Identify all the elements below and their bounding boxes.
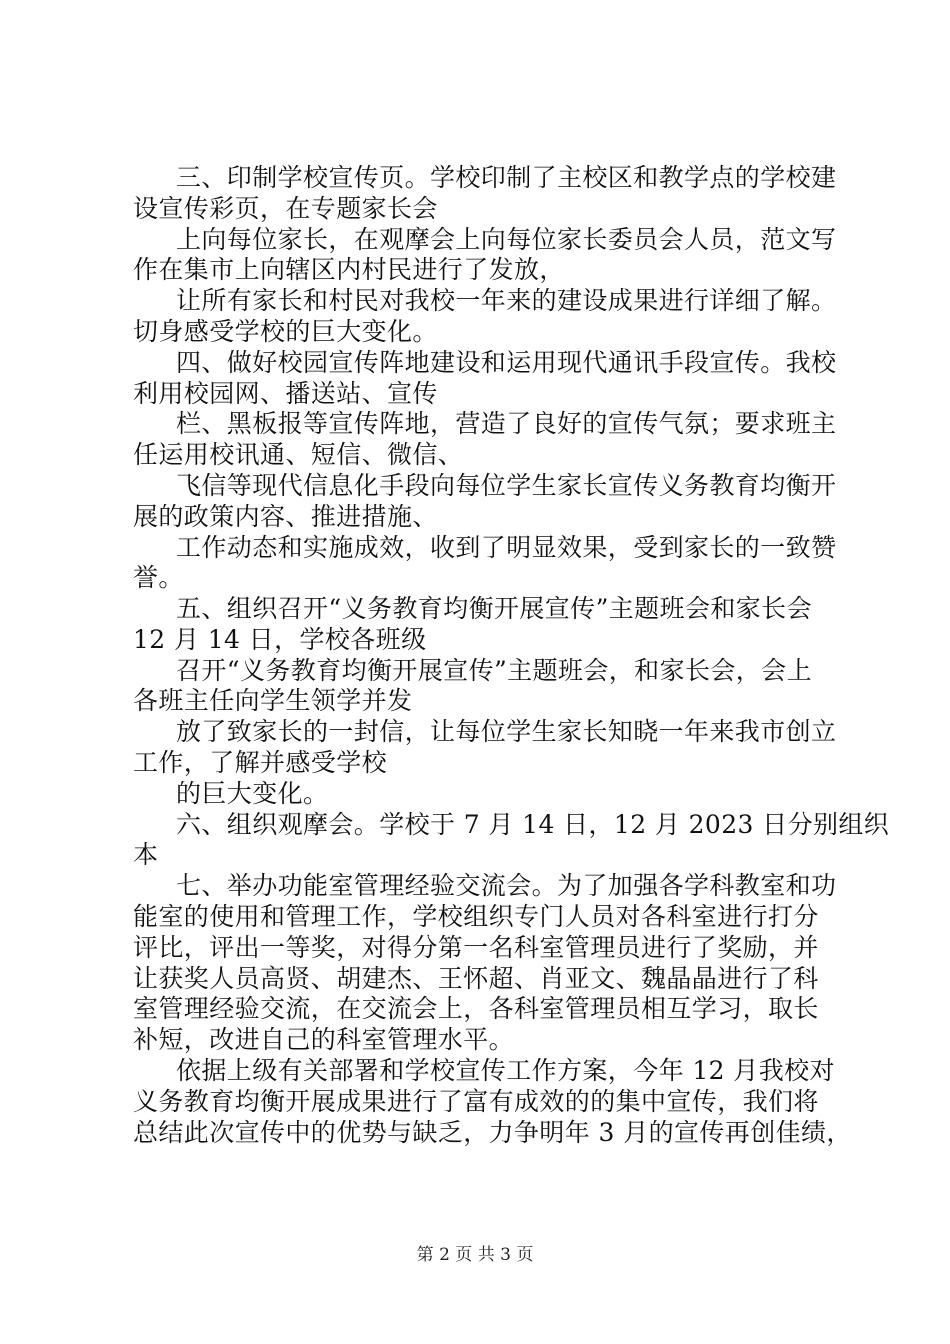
text-line: 依据上级有关部署和学校宣传工作方案，今年 12 月我校对 — [176, 1056, 835, 1085]
text-line: 各班主任向学生领学并发 — [133, 686, 413, 715]
text-line: 利用校园网、播送站、宣传 — [133, 379, 438, 408]
text-line: 三、印制学校宣传页。学校印制了主校区和教学点的学校建 — [176, 163, 837, 192]
text-line: 评比，评出一等奖，对得分第一名科室管理员进行了奖励，并 — [133, 933, 819, 962]
text-line: 四、做好校园宣传阵地建设和运用现代通讯手段宣传。我校 — [176, 348, 837, 377]
text-line: 展的政策内容、推进措施、 — [133, 502, 438, 531]
text-line: 本 — [133, 840, 159, 869]
text-line: 工作，了解并感受学校 — [133, 748, 388, 777]
text-line: 六、组织观摩会。学校于 7 月 14 日，12 月 2023 日分别组织 — [176, 810, 890, 839]
text-line: 七、举办功能室管理经验交流会。为了加强各学科教室和功 — [176, 871, 837, 900]
text-line: 室管理经验交流，在交流会上，各科室管理员相互学习，取长 — [133, 994, 819, 1023]
text-line: 补短，改进自己的科室管理水平。 — [133, 1025, 515, 1054]
text-line: 作在集市上向辖区内村民进行了发放， — [133, 255, 565, 284]
text-line: 五、组织召开“义务教育均衡开展宣传”主题班会和家长会 — [176, 594, 812, 623]
text-line: 飞信等现代信息化手段向每位学生家长宣传义务教育均衡开 — [176, 471, 837, 500]
page-number-footer: 第 2 页 共 3 页 — [416, 1245, 534, 1265]
text-line: 召开“义务教育均衡开展宣传”主题班会，和家长会，会上 — [176, 656, 812, 685]
text-line: 12 月 14 日，学校各班级 — [133, 625, 427, 654]
text-line: 上向每位家长，在观摩会上向每位家长委员会人员，范文写 — [176, 225, 837, 254]
text-line: 任运用校讯通、短信、微信、 — [133, 440, 464, 469]
text-line: 让所有家长和村民对我校一年来的建设成果进行详细了解。 — [176, 286, 837, 315]
text-line: 放了致家长的一封信，让每位学生家长知晓一年来我市创立 — [176, 717, 837, 746]
text-line: 誉。 — [133, 563, 184, 592]
text-line: 设宣传彩页，在专题家长会 — [133, 194, 438, 223]
text-line: 工作动态和实施成效，收到了明显效果，受到家长的一致赞 — [176, 533, 837, 562]
text-line: 的巨大变化。 — [176, 779, 329, 808]
text-line: 让获奖人员高贤、胡建杰、王怀超、肖亚文、魏晶晶进行了科 — [133, 964, 819, 993]
text-line: 栏、黑板报等宣传阵地，营造了良好的宣传气氛；要求班主 — [176, 409, 837, 438]
text-line: 义务教育均衡开展成果进行了富有成效的的集中宣传，我们将 — [133, 1087, 819, 1116]
text-line: 总结此次宣传中的优势与缺乏，力争明年 3 月的宣传再创佳绩， — [133, 1118, 852, 1147]
text-line: 切身感受学校的巨大变化。 — [133, 317, 438, 346]
text-line: 能室的使用和管理工作，学校组织专门人员对各科室进行打分 — [133, 902, 819, 931]
